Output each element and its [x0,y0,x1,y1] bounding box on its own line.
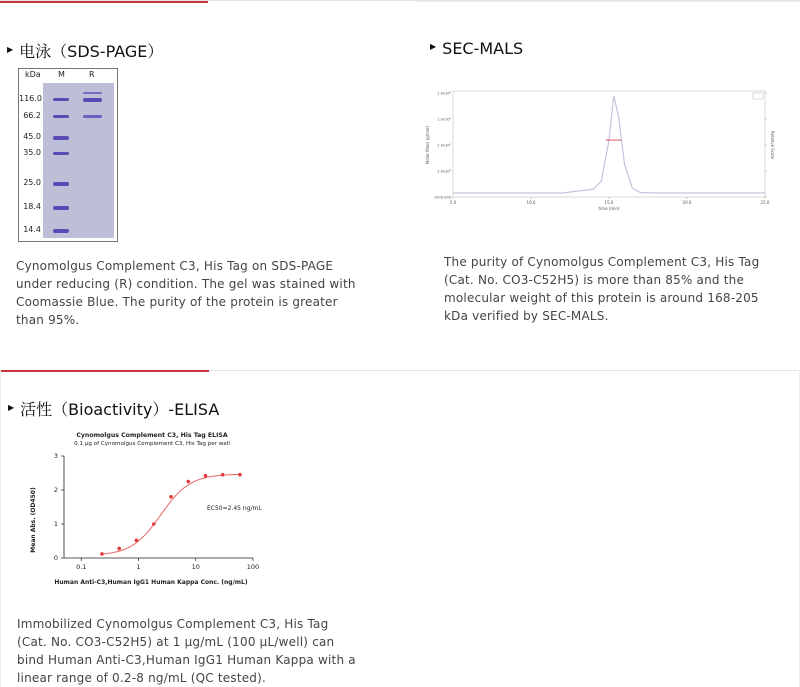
elisa-data-point [152,522,156,526]
bullet-triangle-icon: ▶ [7,45,14,54]
elisa-chart [25,430,285,595]
mals-y-tick-label: 1.0x10⁶ [437,117,451,122]
mals-y-tick-label: 1.0x10⁶ [437,169,451,174]
mals-x-tick-label: 10.0 [526,200,536,205]
marker-band [53,115,69,118]
mals-y-axis-label: Molar Mass (g/mol) [425,125,430,165]
mals-x-tick-label: 20.0 [682,200,692,205]
section-divider [415,1,800,2]
elisa-y-axis-label: Mean Abs. (OD450) [30,487,37,553]
elisa-ec50-annotation: EC50=2.45 ng/mL [207,505,262,512]
elisa-y-tick-label: 0 [53,554,58,562]
marker-label: 45.0 [23,132,41,141]
sample-band [83,115,102,118]
elisa-chart-subtitle: 0.1 µg of Cynomolgus Complement C3, His Tag per well [74,441,230,447]
gel-kda-label: kDa [25,70,41,79]
marker-label: 35.0 [23,148,41,157]
gel-lane-m-label: M [58,70,65,79]
mals-y-tick-label: 1000.000 [433,195,451,200]
mals-y-tick-label: 1.0x10⁶ [437,143,451,148]
mals-y2-axis-label: Relative Scale [770,130,775,160]
elisa-x-tick-label: 1 [136,563,141,571]
marker-band [53,182,69,186]
marker-band [53,136,69,140]
elisa-data-point [238,473,242,477]
marker-band [53,152,69,155]
marker-label: 25.0 [23,178,41,187]
elisa-x-axis-label: Human Anti-C3,Human IgG1 Human Kappa Conc. (ng/mL) [54,579,248,586]
elisa-y-tick-label: 3 [53,452,58,460]
marker-band [53,229,69,233]
sec-mals-title: SEC-MALS [442,39,524,58]
elisa-description: Immobilized Cynomolgus Complement C3, His Tag (Cat. No. CO3-C52H5) at 1 µg/mL (100 µL/well) can bind Human Anti-C3,Human IgG1 Human Kappa with a linear range of 0.2-8 ng/mL (QC tested). [17,617,356,685]
elisa-x-tick-label: 10 [191,563,200,571]
sds-page-gel-image [18,68,118,242]
marker-label: 66.2 [23,111,41,120]
mals-x-tick-label: 25.0 [760,200,770,205]
gel-lanes-background [43,83,114,238]
elisa-fit-curve [102,474,240,554]
elisa-y-tick-label: 1 [53,520,58,528]
mals-x-tick-label: 15.0 [604,200,614,205]
section-divider-accent [1,370,209,372]
sds-page-description: Cynomolgus Complement C3, His Tag on SDS-PAGE under reducing (R) condition. The gel was stained with Coomassie Blue. The purity of the protein is greater than 95%. [16,259,356,327]
elisa-data-point [221,473,225,477]
elisa-data-point [204,474,208,478]
sds-page-title: 电泳（SDS-PAGE） [19,42,164,61]
marker-band [53,206,69,210]
section-divider-accent [0,1,208,3]
sample-band [83,98,102,102]
elisa-heading [8,397,219,420]
sds-page-heading [7,39,163,62]
marker-label: 116.0 [19,94,42,103]
mals-x-axis-label: time (min) [598,206,620,211]
elisa-data-point [186,480,190,484]
elisa-data-point [117,547,121,551]
bullet-triangle-icon: ▶ [8,403,15,412]
bullet-triangle-icon: ▶ [430,42,437,51]
elisa-title: 活性（Bioactivity）-ELISA [20,400,220,419]
sec-mals-chart [423,83,773,213]
marker-label: 14.4 [23,225,41,234]
elisa-y-tick-label: 2 [53,486,58,494]
sec-mals-description: The purity of Cynomolgus Complement C3, His Tag (Cat. No. CO3-C52H5) is more than 85% and the molecular weight of this protein is around 168-205 kDa verified by SEC-MALS. [444,255,760,323]
plot-frame [453,91,765,197]
mals-x-tick-label: 5.0 [449,200,457,205]
elisa-data-point [100,552,104,556]
marker-band [53,98,69,101]
gel-lane-r-label: R [89,70,95,79]
elisa-chart-title: Cynomolgus Complement C3, His Tag ELISA [76,432,228,439]
sec-mals-heading [430,39,523,58]
elisa-x-tick-label: 100 [246,563,260,571]
elisa-data-point [169,495,173,499]
elisa-data-point [135,539,139,543]
marker-label: 18.4 [23,202,41,211]
sample-band [83,92,102,94]
elisa-x-tick-label: 0.1 [76,563,87,571]
mals-y-tick-label: 1.0x10⁶ [437,91,451,96]
